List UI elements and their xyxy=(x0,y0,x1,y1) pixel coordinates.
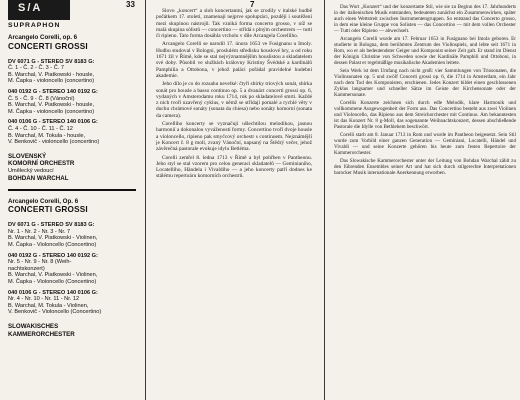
director-name: BOHDAN WARCHAL xyxy=(8,174,69,182)
catalog-line: M. Čapka - violoncello (concertino) xyxy=(8,78,95,85)
section-divider xyxy=(8,189,136,191)
label-name: SUPRAPHON xyxy=(8,22,61,29)
catalog-line: Nr. 4 - Nr. 10 - Nr. 11 - Nr. 12 xyxy=(8,296,80,303)
catalog-line: Č. 4 - Č. 10 - Č. 11 - Č. 12 xyxy=(8,125,73,132)
catalog-line: nachtskonzert) xyxy=(8,265,45,272)
catalog-block-czech xyxy=(8,34,136,182)
catalog-line: DV 6071 G - STEREO SV 8183 G: xyxy=(8,58,95,65)
paragraph: Das Wort „Konzert“ und der konzertante Stil, wie sie zu Beginn des 17. Jahrhunderts in der italienischen Musik entstanden, bedeuteten zunächst ein Zusammenwirken, später auch einen Wettstreit zwischen Instrumentengruppen. So entstand das Concerto grosso, in dem eine kleine Gruppe von Solisten — das Concertino — mit dem vollen Orchester — Tutti oder Ripieno — abwechselt. xyxy=(334,4,516,34)
catalog-line: M. Čapka - Violoncello (Concertino) xyxy=(8,241,97,248)
paragraph: Das Slowakische Kammerorchester unter der Leitung von Bohdan Warchal zählt zu den führenden Ensembles seiner Art und hat sich durch stilgerechte Interpretationen barocker Musik internationale Anerkennung erworben. xyxy=(334,158,516,176)
catalog-line: DV 6071 G - STEREO SV 8183 G: xyxy=(8,222,95,229)
page-number: 33 xyxy=(126,0,135,9)
page-marker: 7 xyxy=(250,0,255,9)
catalog-line: Č. 1 - Č. 2 - Č. 3 - Č. 7 xyxy=(8,65,64,72)
composer-title: Arcangelo Corelli, Op. 6 xyxy=(8,197,79,205)
catalog-line: Nr. 5 - Nr. 9 - Nr. 8 (Weih- xyxy=(8,259,72,266)
catalog-line: B. Warchal, V. Piatkowski - housle, xyxy=(8,102,95,109)
catalog-line: 040 0192 G - STEREO 140 0192 G: xyxy=(8,88,98,95)
catalog-line: M. Čapka - violoncello (concertino) xyxy=(8,108,95,115)
catalog-lines xyxy=(8,222,136,316)
catalog-line: B. Warchal, M. Tokula - Violinen, xyxy=(8,302,89,309)
catalog-line: V. Benkovič - violoncello (concertino) xyxy=(8,139,100,146)
work-title: CONCERTI GROSSI xyxy=(8,41,88,51)
director-role: Umělecký vedoucí xyxy=(8,167,54,174)
ensemble-name: KOMORNÍ ORCHESTR xyxy=(8,160,75,168)
catalog-line: 040 0192 G - STEREO 140 0192 G: xyxy=(8,252,98,259)
paragraph: Sein Werk ist dem Umfang nach nicht groß: vier Sammlungen von Triosonaten, die Violinsonaten op. 5 und zwölf Concerti grossi op. 6, die 1714 in Amsterdam, ein Jahr nach dem Tod des Komponisten, erschienen. Jedes Konzert bildet einen geschlossenen Zyklus langsamer und schneller Sätze im Geiste der Kirchensonate oder der Kammersonate. xyxy=(334,68,516,98)
paragraph: Arcangelo Corelli se narodil 17. února 1653 ve Fusignanu u Imoly. Hudbu studoval v Bologni, proslulém středisku houslové hry, a od roku 1671 žil v Římě, kde se stal nejvýznamnějším houslistou a skladatelem své doby. Působil ve službách královny Kristiny Švédské a kardinálů Pamphilia a Ottobona, v jehož paláci pořádal pravidelné hudební akademie. xyxy=(156,41,312,79)
paragraph: Corelli starb am 8. Januar 1713 in Rom und wurde im Pantheon beigesetzt. Sein Stil wurde zum Vorbild einer ganzen Generation — Geminiani, Locatelli, Händel und Vivaldi — und seine Konzerte gehören bis heute zum festen Repertoire der Kammerorchester. xyxy=(334,132,516,156)
catalog-line: Nr. 1 - Nr. 2 - Nr. 3 - Nr. 7 xyxy=(8,228,71,235)
paragraph: Corelli zemřel 8. ledna 1713 v Římě a byl pohřben v Pantheonu. Jeho styl se stal vzorem pro celou generaci skladatelů — Geminianiho, Locatelliho, Händela i Vivaldiho — a jeho koncerty patří dodnes ke stálému repertoáru komorních orchestrů. xyxy=(156,154,312,180)
catalog-column xyxy=(0,0,142,400)
paragraph: Jeho dílo je co do rozsahu nevelké: čtyři sbírky triových sonát, sbírka sonát pro housle a basso continuo op. 5 a dvanáct concerti grossi op. 6, vydaných v Amsterodamu roku 1714, rok po skladatelově smrti. Každé z nich tvoří uzavřený cyklus, v němž se střídají pomalé a rychlé věty v duchu chrámové sonáty (sonata da chiesa) nebo sonáty komorní (sonata da camera). xyxy=(156,81,312,119)
catalog-line: Č. 5 - Č. 9 - Č. 8 (Vánoční) xyxy=(8,95,75,102)
german-notes-text xyxy=(334,4,516,176)
column-divider xyxy=(324,0,325,400)
catalog-line: B. Warchal, V. Piatkowski - Violinen, xyxy=(8,272,98,279)
german-notes-column xyxy=(330,0,520,400)
catalog-line: M. Čapka - Violoncello (Concertino) xyxy=(8,278,97,285)
catalog-block-german xyxy=(8,198,136,339)
column-divider xyxy=(145,0,146,400)
logo-mark: S/A xyxy=(18,2,43,14)
catalog-line: 040 0106 G - STEREO 140 0106 G: xyxy=(8,119,98,126)
ensemble-name: SLOVENSKÝ xyxy=(8,152,47,160)
czech-notes-text xyxy=(156,8,312,180)
work-title: CONCERTI GROSSI xyxy=(8,205,88,215)
paragraph: Arcangelo Corelli wurde am 17. Februar 1653 in Fusignano bei Imola geboren. Er studierte in Bologna, dem berühmten Zentrum des Violinspiels, und lebte seit 1671 in Rom, wo er als bedeutendster Geiger und Komponist seiner Zeit galt. Er stand im Dienst der Königin Christine von Schweden sowie der Kardinäle Pamphili und Ottoboni, in dessen Palast er regelmäßige musikalische Akademien leitete. xyxy=(334,36,516,66)
composer-title: Arcangelo Corelli, op. 6 xyxy=(8,34,78,41)
catalog-lines xyxy=(8,59,136,146)
czech-notes-column xyxy=(150,0,318,400)
catalog-line: B. Warchal, M. Tokula - housle, xyxy=(8,132,86,139)
ensemble-name: KAMMERORCHESTER xyxy=(8,330,75,338)
ensemble-name: SLOWAKISCHES xyxy=(8,322,59,330)
paragraph: Corellis Konzerte zeichnen sich durch edle Melodik, klare Harmonik und vollkommene Ausgewogenheit der Form aus. Das Concertino besteht aus zwei Violinen und Violoncello, das Ripieno aus dem Streichorchester mit Continuo. Am bekanntesten ist das Konzert Nr. 8 g-Moll, das sogenannte Weihnachtskonzert, dessen abschließende Pastorale die Idylle von Bethlehem beschwört. xyxy=(334,100,516,130)
catalog-line: B. Warchal, V. Piatkowski - housle, xyxy=(8,71,95,78)
catalog-line: V. Benkovič - Violoncello (Concertino) xyxy=(8,309,102,316)
paragraph: Corelliho koncerty se vyznačují ušlechtilou melodikou, jasnou harmonií a dokonalou vyvážeností formy. Concertino tvoří dvoje housle a violoncello, ripieno pak smyčcový orchestr s continuem. Nejznámější je Koncert č. 8 g moll, zvaný Vánoční, napsaný na Štědrý večer, jehož závěrečná pastorale evokuje idylu Betléma. xyxy=(156,121,312,153)
catalog-line: 040 0106 G - STEREO 140 0106 G: xyxy=(8,289,98,296)
catalog-line: B. Warchal, V. Piatkowski - Violinen, xyxy=(8,235,98,242)
paragraph: Slovo „koncert“ a sloh koncertantní, jak se zrodily v italské hudbě počátkem 17. století, znamenají nejprve spolupráci, později i soutěžení mezi skupinou nástrojů. Tak vzniká forma concerto grosso, v níž se malá skupina sólistů — concertino — střídá s plným orchestrem — tutti či ripieno. Tato forma dosáhla vrcholu v díle Arcangela Corelliho. xyxy=(156,8,312,40)
